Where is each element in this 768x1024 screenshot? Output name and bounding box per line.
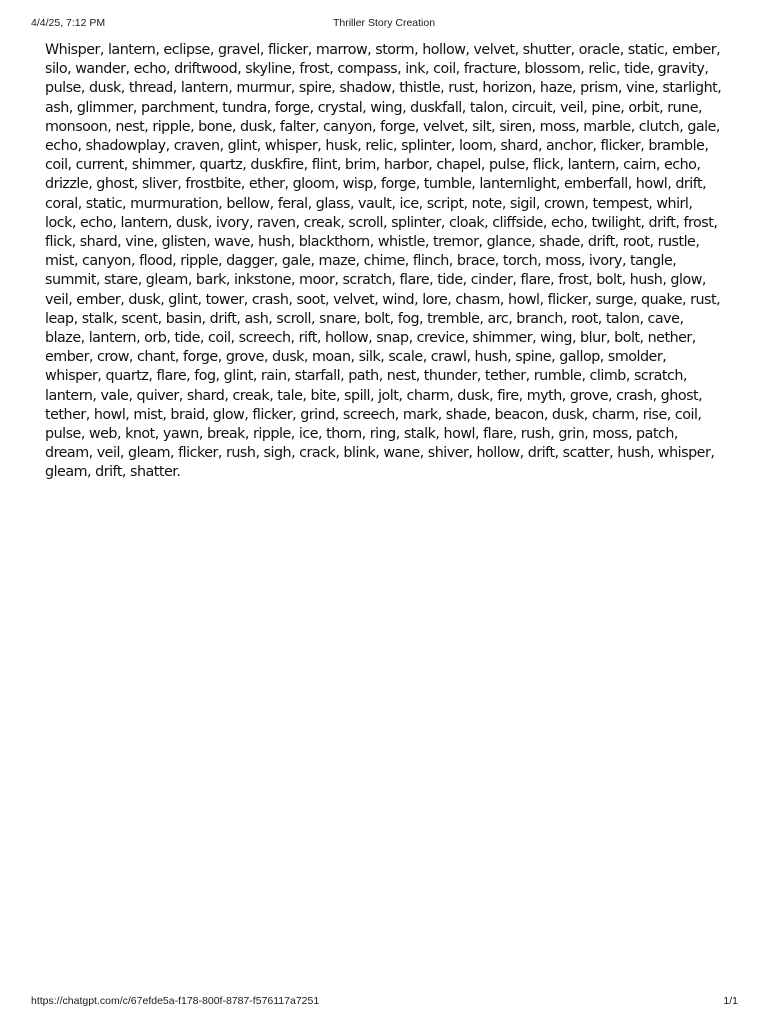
print-header xyxy=(0,17,768,31)
page-url: https://chatgpt.com/c/67efde5a-f178-800f-8787-f576117a7251 xyxy=(31,995,320,1007)
print-footer xyxy=(0,995,768,1009)
page-number: 1/1 xyxy=(723,995,738,1007)
print-date: 4/4/25, 7:12 PM xyxy=(31,17,106,29)
word-list-paragraph: Whisper, lantern, eclipse, gravel, flicker, marrow, storm, hollow, velvet, shutter, oracle, static, ember, silo, wander, echo, driftwood, skyline, frost, compass, ink, coil, fracture, blossom, relic, tide, gravity, pulse, dusk, thread, lantern, murmur, spire, shadow, thistle, rust, horizon, haze, prism, vine, starlight, ash, glimmer, parchment, tundra, forge, crystal, wing, duskfall, talon, circuit, veil, pine, orbit, rune, monsoon, nest, ripple, bone, dusk, falter, canyon, forge, velvet, silt, siren, moss, marble, clutch, gale, echo, shadowplay, craven, glint, whisper, husk, relic, splinter, loom, shard, anchor, flicker, bramble, coil, current, shimmer, quartz, duskfire, flint, brim, harbor, chapel, pulse, flick, lantern, cairn, echo, drizzle, ghost, sliver, frostbite, ether, gloom, wisp, forge, tumble, lanternlight, emberfall, howl, drift, coral, static, murmuration, bellow, feral, glass, vault, ice, script, note, sigil, crown, tempest, whirl, lock, echo, lantern, dusk, ivory, raven, creak, scroll, splinter, cloak, cliffside, echo, twilight, drift, frost, flick, shard, vine, glisten, wave, hush, blackthorn, whistle, tremor, glance, shade, drift, root, rustle, mist, canyon, flood, ripple, dagger, gale, maze, chime, flinch, brace, torch, moss, ivory, tangle, summit, stare, gleam, bark, inkstone, moor, scratch, flare, tide, cinder, flare, frost, bolt, hush, glow, veil, ember, dusk, glint, tower, crash, soot, velvet, wind, lore, chasm, howl, flicker, surge, quake, rust, leap, stalk, scent, basin, drift, ash, scroll, snare, bolt, fog, tremble, arc, branch, root, talon, cave, blaze, lantern, orb, tide, coil, screech, rift, hollow, snap, crevice, shimmer, wing, blur, bolt, nether, ember, crow, chant, forge, grove, dusk, moan, silk, scale, crawl, hush, spine, gallop, smolder, whisper, quartz, flare, fog, glint, rain, starfall, path, nest, thunder, tether, rumble, climb, scratch, lantern, vale, quiver, shard, creak, tale, bite, spill, jolt, charm, dusk, fire, myth, grove, crash, ghost, tether, howl, mist, braid, glow, flicker, grind, screech, mark, shade, beacon, dusk, charm, rise, coil, pulse, web, knot, yawn, break, ripple, ice, thorn, ring, stalk, howl, flare, rush, grin, moss, patch, dream, veil, gleam, flicker, rush, sigh, crack, blink, wane, shiver, hollow, drift, scatter, hush, whisper, gleam, drift, shatter. xyxy=(45,42,722,481)
page-title: Thriller Story Creation xyxy=(332,17,436,29)
document-body xyxy=(45,41,725,483)
